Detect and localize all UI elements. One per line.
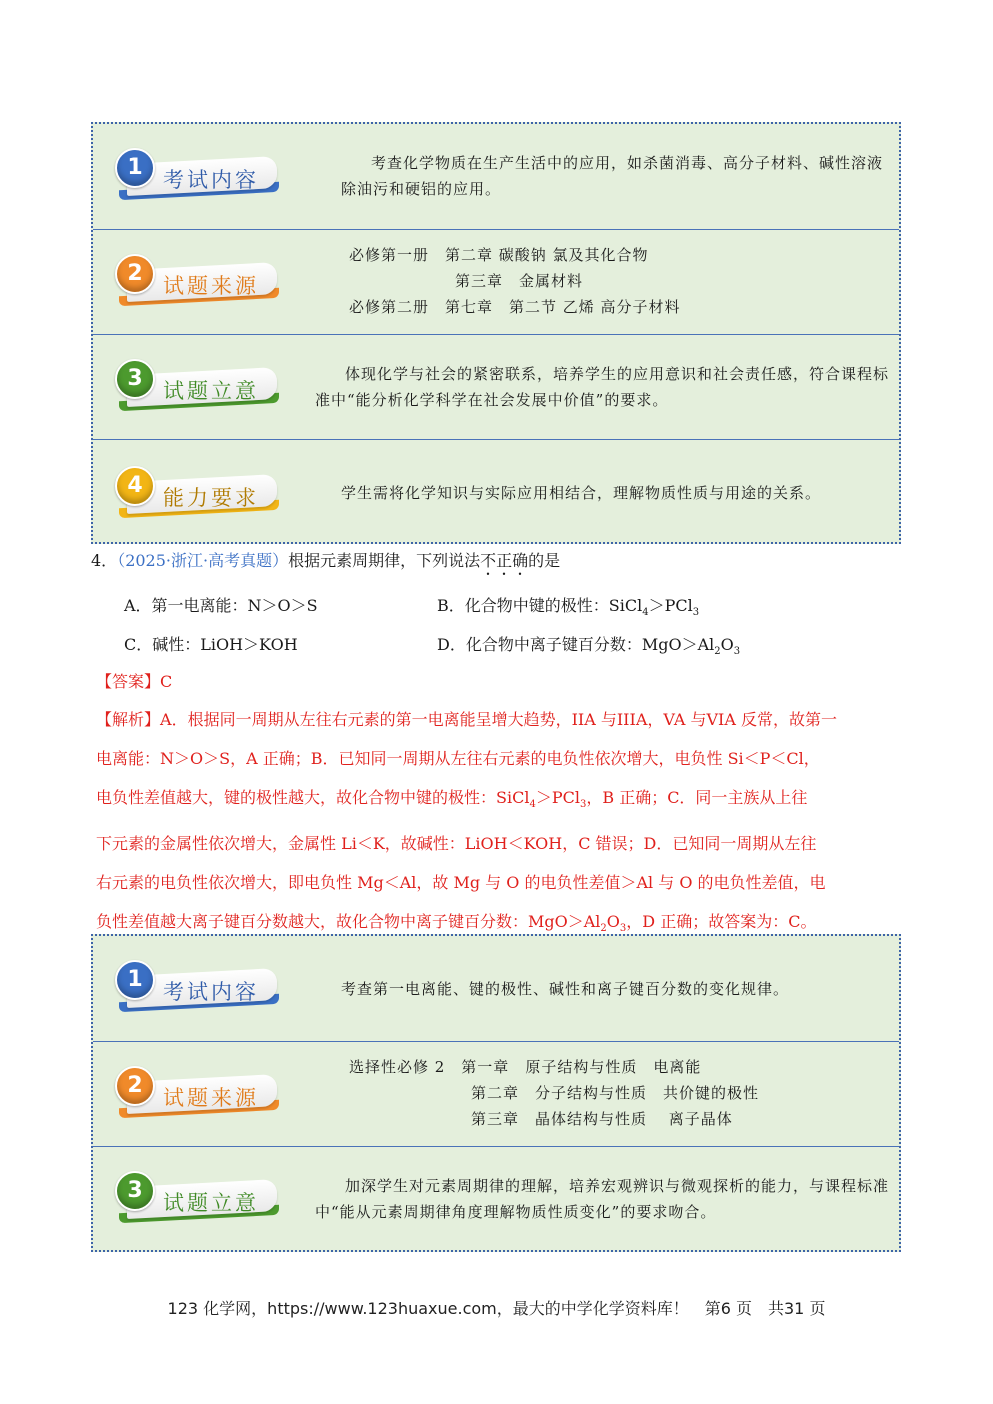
exam-content-text: 考查化学物质在生产生活中的应用，如杀菌消毒、高分子材料、碱性溶液除油污和硬铝的应用。 bbox=[341, 154, 884, 198]
source-line: 必修第一册 第二章 碳酸钠 氯及其化合物 bbox=[349, 246, 649, 264]
number-badge-icon: 4 bbox=[115, 466, 155, 506]
panel1-row-source bbox=[93, 229, 899, 334]
panel1-row-intent bbox=[93, 334, 899, 439]
panel2-row-exam-content bbox=[93, 936, 899, 1041]
label-exam-content: 1 考试内容 bbox=[107, 146, 277, 202]
label-intent: 3 试题立意 bbox=[107, 1169, 277, 1225]
explanation-line: 右元素的电负性依次增大，即电负性 Mg＜Al，故 Mg 与 O 的电负性差值＞Al 与 O 的电负性差值，电 bbox=[96, 873, 826, 893]
explanation-line: 负性差值越大离子键百分数越大，故化合物中离子键百分数：$MgO>Al_2O_3$，D 正确；故答案为：C。 bbox=[96, 912, 817, 935]
number-badge-icon: 2 bbox=[115, 1066, 155, 1106]
question-stem: 4．（2025·浙江·高考真题）根据元素周期律，下列说法不正确的是 bbox=[91, 551, 561, 570]
source-line: 第二章 分子结构与性质 共价键的极性 bbox=[471, 1084, 760, 1102]
label-ability: 4 能力要求 bbox=[107, 464, 277, 520]
label-exam-content: 1 考试内容 bbox=[107, 958, 277, 1014]
number-badge-icon: 2 bbox=[115, 254, 155, 294]
option-a: A．第一电离能：N＞O＞S bbox=[124, 596, 318, 615]
number-badge-icon: 1 bbox=[115, 960, 155, 1000]
ability-text: 学生需将化学知识与实际应用相结合，理解物质性质与用途的关系。 bbox=[341, 484, 822, 502]
number-badge-icon: 1 bbox=[115, 148, 155, 188]
panel1-row-ability bbox=[93, 439, 899, 544]
exam-content-text: 考查第一电离能、键的极性、碱性和离子键百分数的变化规律。 bbox=[341, 980, 790, 998]
explanation-line: 下元素的金属性依次增大，金属性 Li＜K，故碱性：LiOH＜KOH，C 错误；D．已知同一周期从左往 bbox=[96, 834, 817, 854]
option-c: C．碱性：LiOH＞KOH bbox=[124, 635, 298, 654]
source-line: 第三章 金属材料 bbox=[455, 272, 584, 290]
option-d: D．化合物中离子键百分数：$MgO>Al_2O_3$ bbox=[437, 635, 741, 658]
option-b: B．化合物中键的极性：SiCl$_4$＞PCl$_3$ bbox=[437, 596, 700, 619]
explanation-line: 电负性差值越大，键的极性越大，故化合物中键的极性：SiCl$_4$＞PCl$_3$，B 正确；C．同一主族从上往 bbox=[96, 788, 808, 811]
source-line: 第三章 晶体结构与性质 离子晶体 bbox=[471, 1110, 733, 1128]
intent-text: 体现化学与社会的紧密联系，培养学生的应用意识和社会责任感，符合课程标准中“能分析化学科学在社会发展中价值”的要求。 bbox=[315, 365, 890, 409]
info-panel-1 bbox=[91, 122, 901, 544]
info-panel-2 bbox=[91, 934, 901, 1252]
label-source: 2 试题来源 bbox=[107, 1064, 277, 1120]
source-line: 必修第二册 第七章 第二节 乙烯 高分子材料 bbox=[349, 298, 681, 316]
page-footer: 123 化学网，https://www.123huaxue.com，最大的中学化学资料库！ 第6 页 共31 页 bbox=[167, 1299, 826, 1318]
source-line: 选择性必修 2 第一章 原子结构与性质 电离能 bbox=[349, 1058, 702, 1076]
emphasis-text: 不正确 bbox=[480, 551, 529, 570]
panel1-row-exam-content bbox=[93, 124, 899, 229]
panel2-row-intent bbox=[93, 1146, 899, 1252]
number-badge-icon: 3 bbox=[115, 1171, 155, 1211]
intent-text: 加深学生对元素周期律的理解，培养宏观辨识与微观探析的能力，与课程标准中“能从元素周期律角度理解物质性质变化”的要求吻合。 bbox=[315, 1177, 890, 1221]
number-badge-icon: 3 bbox=[115, 359, 155, 399]
explanation-block bbox=[96, 700, 906, 948]
explanation-line: 【解析】A．根据同一周期从左往右元素的第一电离能呈增大趋势，IIA 与IIIA，VA 与VIA 反常，故第一 bbox=[96, 710, 837, 729]
explanation-line: 电离能：N＞O＞S，A 正确；B．已知同一周期从左往右元素的电负性依次增大，电负性 Si＜P＜Cl， bbox=[96, 749, 820, 768]
question-source: （2025·浙江·高考真题） bbox=[117, 551, 289, 570]
panel2-row-source bbox=[93, 1041, 899, 1146]
label-intent: 3 试题立意 bbox=[107, 357, 277, 413]
label-source: 2 试题来源 bbox=[107, 252, 277, 308]
answer-line: 【答案】C bbox=[96, 672, 173, 691]
